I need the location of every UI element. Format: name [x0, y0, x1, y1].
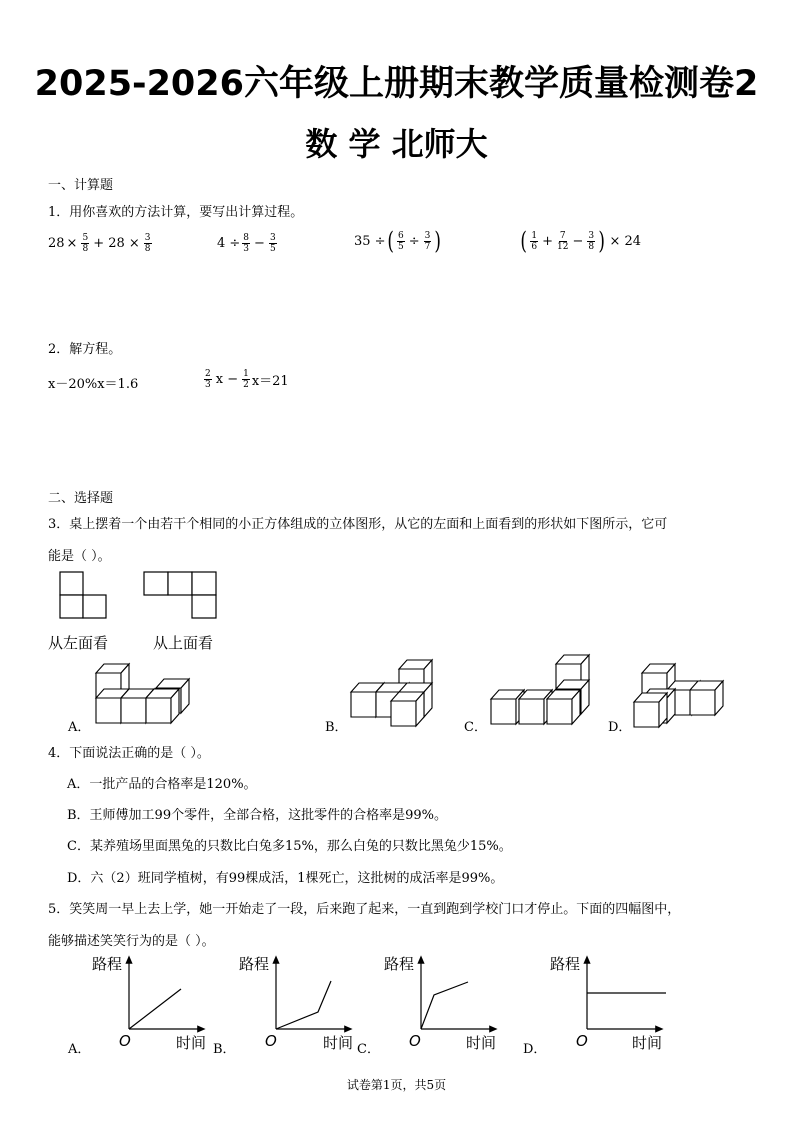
question-1-prompt: 1．用你喜欢的方法计算，要写出计算过程。: [48, 205, 304, 220]
page-title: 2025-2026六年级上册期末教学质量检测卷2: [34, 64, 759, 104]
graph-a-xlabel: 时间: [176, 1034, 207, 1052]
eq2-middle: x −: [215, 372, 239, 387]
section-heading-calculation: 一、计算题: [48, 178, 114, 193]
graph-c-xlabel: 时间: [466, 1034, 497, 1052]
expr4-operator-2: −: [572, 233, 584, 249]
expr4-fraction-3: $\frac{3}{8}$: [588, 230, 595, 252]
expr4-operator-1: +: [542, 233, 554, 249]
graph-a-ylabel: 路程: [92, 955, 123, 973]
expr4-fraction-2: $\frac{7}{12}$: [557, 230, 569, 252]
q5-option-a-label: A．: [68, 1042, 91, 1057]
graph-c-ylabel: 路程: [384, 955, 415, 973]
q4-option-d: D．六（2）班同学植树，有99棵成活，1棵死亡，这批树的成活率是99%。: [67, 871, 504, 886]
graph-a: [129, 959, 202, 1029]
expr3-fraction-1: $\frac{6}{5}$: [397, 230, 404, 252]
graph-c: [421, 959, 494, 1029]
expr3-fraction-2: $\frac{3}{7}$: [424, 230, 431, 252]
expr4-fraction-1: $\frac{1}{6}$: [531, 230, 538, 252]
expr1-term: 28: [48, 236, 65, 251]
question-2-prompt: 2．解方程。: [48, 342, 122, 357]
expr2-term: 4 ÷: [217, 236, 241, 251]
top-view-caption: 从上面看: [153, 634, 214, 652]
q5-option-b-label: B．: [213, 1042, 236, 1057]
question-4-prompt: 4．下面说法正确的是（ ）。: [48, 746, 210, 761]
graph-d: [587, 959, 666, 1029]
eq2-fraction-1: $\frac{2}{3}$: [205, 369, 211, 390]
q3-option-b-label: B．: [325, 720, 348, 735]
expr1-fraction-2: $\frac{3}{8}$: [144, 233, 151, 254]
expr1-operator-2: + 28 ×: [93, 236, 140, 251]
expr2-fraction-1: $\frac{8}{3}$: [243, 233, 250, 254]
expr1-fraction-1: $\frac{5}{8}$: [82, 233, 89, 254]
q4-option-c: C．某养殖场里面黑兔的只数比白兔多15%，那么白兔的只数比黑兔少15%。: [67, 839, 512, 854]
graph-c-origin: O: [409, 1032, 421, 1050]
expr3-operator: ÷: [408, 233, 420, 249]
expr4-tail: × 24: [609, 233, 642, 249]
graph-b: [276, 959, 349, 1029]
graph-b-xlabel: 时间: [323, 1034, 354, 1052]
graph-a-origin: O: [119, 1032, 131, 1050]
equation-1: x－20%x＝1.6: [48, 377, 139, 392]
question-5-line-1: 5．笑笑周一早上去上学，她一开始走了一段，后来跑了起来，一直到跑到学校门口才停止。下面的四幅图中，: [48, 902, 681, 917]
expr2-operator: −: [254, 236, 265, 251]
page-subtitle: 数 学 北师大: [305, 125, 488, 163]
graph-d-origin: O: [576, 1032, 588, 1050]
expr3-left-paren: (: [386, 227, 394, 255]
expr4-right-paren: ): [598, 227, 606, 255]
eq2-tail: x＝21: [251, 374, 289, 389]
expr1-operator: ×: [66, 236, 78, 251]
q3-option-c-label: C．: [464, 720, 487, 735]
q3-option-a-label: A．: [68, 720, 91, 735]
q3-option-d-label: D．: [608, 720, 632, 735]
eq2-fraction-2: $\frac{1}{2}$: [243, 369, 249, 390]
page-footer: 试卷第1页，共5页: [346, 1078, 447, 1092]
graph-d-ylabel: 路程: [550, 955, 581, 973]
left-view-caption: 从左面看: [48, 634, 109, 652]
expr2-fraction-2: $\frac{3}{5}$: [269, 233, 276, 254]
q4-option-a: A．一批产品的合格率是120%。: [67, 777, 257, 792]
graph-b-origin: O: [265, 1032, 277, 1050]
section-heading-choice: 二、选择题: [48, 491, 114, 506]
question-3-line-1: 3．桌上摆着一个由若干个相同的小正方体组成的立体图形，从它的左面和上面看到的形状如下图所示，它可: [48, 517, 668, 532]
question-5-line-2: 能够描述笑笑行为的是（ ）。: [48, 934, 215, 949]
expr3-term: 35 ÷: [354, 233, 386, 249]
question-3-line-2: 能是（ ）。: [48, 549, 111, 564]
q4-option-b: B．王师傅加工99个零件，全部合格，这批零件的合格率是99%。: [67, 808, 447, 823]
graph-d-xlabel: 时间: [632, 1034, 663, 1052]
q5-option-c-label: C．: [357, 1042, 380, 1057]
q5-option-d-label: D．: [523, 1042, 547, 1057]
graph-b-ylabel: 路程: [239, 955, 270, 973]
expr4-left-paren: (: [520, 227, 527, 255]
expr3-right-paren: ): [434, 227, 442, 255]
